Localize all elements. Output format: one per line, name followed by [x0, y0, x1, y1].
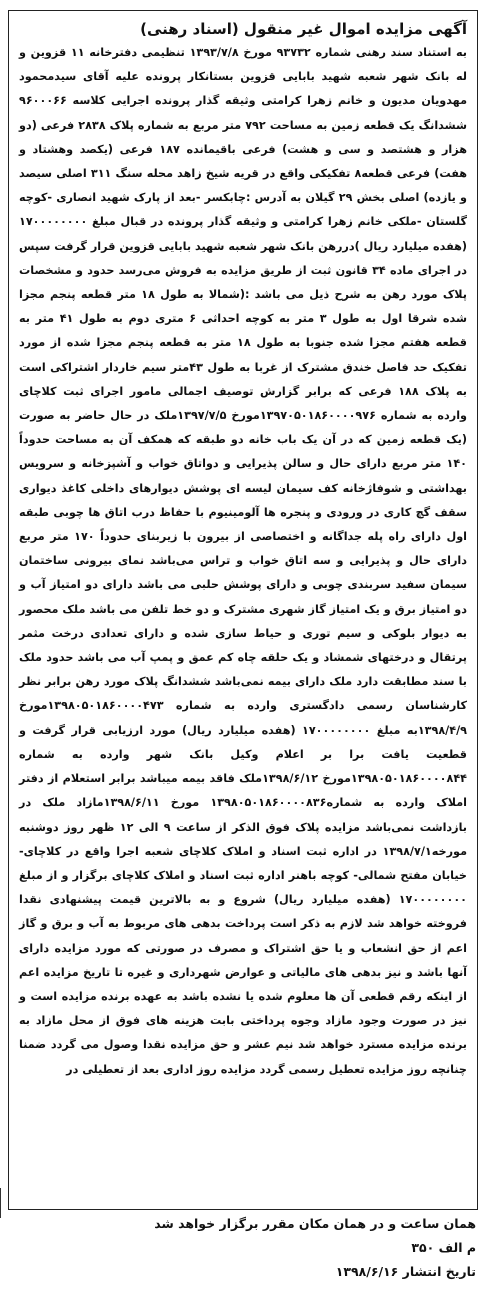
closing-line: همان ساعت و در همان مکان مقرر برگزار خواهد شد — [154, 1216, 476, 1231]
clipping-edge-mark — [0, 1188, 1, 1218]
publication-date: تاریخ انتشار ۱۳۹۸/۶/۱۶ — [335, 1264, 476, 1279]
notice-footer — [6, 1212, 476, 1284]
reference-code: م الف ۳۵۰ — [411, 1240, 476, 1255]
notice-title: آگهی مزایده اموال غیر منقول (اسناد رهنی) — [140, 20, 467, 38]
auction-notice-box — [8, 10, 478, 1210]
notice-body: به استناد سند رهنی شماره ۹۳۷۳۲ مورخ ۱۳۹۳/۷/۸ تنظیمی دفترخانه ۱۱ قزوین و له بانک شهر شعبه شهید بابایی قزوین بستانکار پرونده علیه آقای سیدمحمود مهدویان مدیون و خانم زهرا کرامتی وثیقه گذار پرونده اجرایی کلاسه ۹۶۰۰۰۶۶ ششدانگ یک قطعه زمین به مساحت ۷۹۲ متر مربع به شماره پلاک ۲۸۳۸ فرعی (دو هزار و هشتصد و سی و هشت) فرعی باقیمانده ۱۸۷ فرعی (یکصد وهشتاد و هفت) فرعی قطعه۸ تفکیکی واقع در قریه شیخ زاهد محله سنگ ۳۱۱ اصلی سیصد و یازده) اصلی بخش ۲۹ گیلان به آدرس :چابکسر -بعد از پارک شهید انصاری -کوچه گلستان -ملکی خانم زهرا کرامتی و وثیقه گذار پرونده در قبال مبلغ ۱۷۰۰۰۰۰۰۰۰ (هفده میلیارد ریال )دررهن بانک شهر شعبه شهید بابایی قزوین قرار گرفت سپس در اجرای ماده ۳۴ قانون ثبت از طریق مزایده به فروش می‌رسد حدود و مشخصات پلاک مورد رهن به شرح ذیل می باشد :(شمالا به طول ۱۸ متر قطعه پنجم مجزا شده شرقا اول به طول ۳ متر به کوچه احداثی ۶ متری دوم به طول ۴۱ متر به قطعه هفتم مجزا شده جنوبا به طول ۱۸ متر به قطعه پنجم مجزا شده از مورد تفکیک حد فاصل خندق مشترک از غربا به طول ۴۳متر سیم خاردار اشتراکی است به پلاک ۱۸۸ فرعی که برابر گزارش توصیف اجمالی مامور اجرای ثبت کلاچای وارده به شماره ۱۳۹۷۰۵۰۱۸۶۰۰۰۰۹۷۶مورخ ۱۳۹۷/۷/۵ملک در حال حاضر به صورت (یک قطعه زمین که در آن یک باب خانه دو طبقه که همکف آن به مساحت حدوداً ۱۴۰ متر مربع دارای حال و سالن پذیرایی و دواتاق خواب و آشپزخانه و سرویس بهداشتی و شوفاژخانه کف سیمان لیسه ای پوشش دیوارهای داخلی کاغذ دیواری سقف گچ کاری در ورودی و پنجره ها آلومینیوم با حفاظ درب اتاق ها چوبی طبقه اول دارای راه پله جداگانه و اختصاصی از بیرون با زیربنای حدوداً ۱۷۰ متر مربع دارای حال و پذیرایی و سه اتاق خواب و تراس می‌باشد نمای بیرونی ساختمان سیمان سفید سربندی چوبی و دارای پوشش حلبی می باشد دارای دو امتیاز آب و دو امتیاز برق و یک امتیاز گاز شهری مشترک و دو خط تلفن می باشد ملک محصور به دیوار بلوکی و سیم توری و حیاط سازی شده و دارای تعدادی درخت مثمر پرتقال و درختهای شمشاد و یک حلقه چاه کم عمق و پمپ آب می باشد حدود ملک با سند مطابقت دارد ملک دارای بیمه نمی‌باشد ششدانگ پلاک مورد رهن برابر نظر کارشناسان رسمی دادگستری وارده به شماره ۱۳۹۸۰۵۰۱۸۶۰۰۰۰۴۷۳مورخ ۱۳۹۸/۴/۹به مبلغ ۱۷۰۰۰۰۰۰۰۰ (هفده میلیارد ریال) مورد ارزیابی قرار گرفت و قطعیت یافت برا بر اعلام وکیل بانک شهر وارده به شماره ۱۳۹۸۰۵۰۱۸۶۰۰۰۰۸۴۴مورخ ۱۳۹۸/۶/۱۲ملک فاقد بیمه میباشد برابر استعلام از دفتر املاک وارده به شماره۱۳۹۸۰۵۰۱۸۶۰۰۰۰۸۳۶ مورخ ۱۳۹۸/۶/۱۱مازاد ملک در بازداشت نمی‌باشد مزایده پلاک فوق الذکر از ساعت ۹ الی ۱۲ ظهر روز دوشنبه مورخه۱۳۹۸/۷/۱ در اداره ثبت اسناد و املاک کلاچای شعبه اجرا واقع در کلاچای- خیابان مفتح شمالی- کوچه باهنر اداره ثبت اسناد و املاک کلاچای برگزار و از مبلغ ۱۷۰۰۰۰۰۰۰۰ (هفده میلیارد ریال) شروع و به بالاترین قیمت پیشنهادی نقدا فروخته خواهد شد لازم به ذکر است پرداخت بدهی های مربوط به آب و برق و گاز اعم از حق انشعاب و یا حق اشتراک و مصرف در صورتی که مورد مزایده دارای آنها باشد و نیز بدهی های مالیاتی و عوارض شهرداری و غیره تا تاریخ مزایده اعم از اینکه رقم قطعی آن ها معلوم شده یا نشده باشد به عهده برنده مزایده است و نیز در صورت وجود مازاد وجوه پرداختی بابت هزینه های فوق از محل مازاد به برنده مزایده مسترد خواهد شد نیم عشر و حق مزایده نقدا وصول می گردد ضمنا چنانچه روز مزایده تعطیل رسمی گردد مزایده روز اداری بعد از تعطیلی در — [19, 46, 468, 1076]
